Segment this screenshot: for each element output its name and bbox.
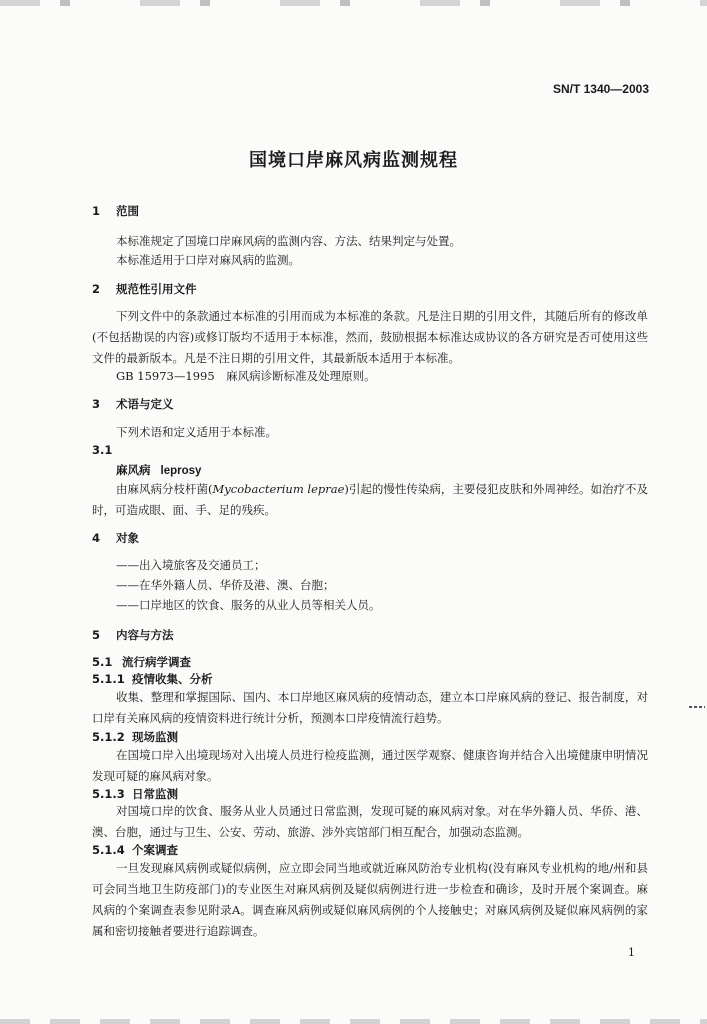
section-2-para-1: 下列文件中的条款通过本标准的引用而成为本标准的条款。凡是注日期的引用文件，其随后所有的修改单(不包括勘误的内容)或修订版均不适用于本标准，然而，鼓励根据本标准达成协议的各方研究是否可使用这些文件的最新版本。凡是不注日期的引用文件，其最新版本适用于本标准。 [92, 309, 648, 365]
section-number: 5.1.2 [92, 730, 125, 744]
section-number: 5.1 [92, 655, 113, 669]
subsection-5-1-3-heading [92, 786, 178, 802]
section-2-heading [92, 281, 197, 297]
subsection-5-1-1-para: 收集、整理和掌握国际、国内、本口岸地区麻风病的疫情动态，建立本口岸麻风病的登记、报告制度，对口岸有关麻风病的疫情资料进行统计分析，预测本口岸疫情流行趋势。 [92, 690, 648, 725]
section-number: 3 [92, 397, 101, 411]
standard-code: SN/T 1340—2003 [552, 82, 649, 96]
subsection-5-1-4-para: 一旦发现麻风病例或疑似病例，应立即会同当地或就近麻风防治专业机构(没有麻风专业机构的地/州和县可会同当地卫生防疫部门)的专业医生对麻风病例及疑似病例进行进一步检查和确诊，及时开展个案调查。麻风病的个案调查表参见附录A。调查麻风病例或疑似麻风病例的个人接触史；对麻风病例及疑似麻风病例的家属和密切接触者要进行追踪调查。 [92, 861, 648, 938]
subsection-5-1-2-para: 在国境口岸入出境现场对入出境人员进行检疫监测，通过医学观察、健康咨询并结合入出境健康申明情况发现可疑的麻风病对象。 [92, 748, 648, 783]
section-title: 术语与定义 [116, 397, 174, 411]
term-chinese: 麻风病 [116, 463, 151, 477]
section-title: 规范性引用文件 [116, 282, 197, 296]
section-title: 范围 [116, 204, 139, 218]
subsection-5-1-3-para: 对国境口岸的饮食、服务从业人员通过日常监测，发现可疑的麻风病对象。对在华外籍人员、华侨、港、澳、台胞，通过与卫生、公安、劳动、旅游、涉外宾馆部门相互配合，加强动态监测。 [92, 804, 648, 839]
section-3-heading [92, 396, 174, 412]
list-item: ——口岸地区的饮食、服务的从业人员等相关人员。 [116, 598, 381, 612]
term-english: leprosy [160, 465, 202, 477]
term-definition [92, 479, 648, 521]
subsection-3-1-number: 3.1 [92, 443, 113, 457]
section-title: 内容与方法 [116, 628, 174, 642]
section-number: 5.1.4 [92, 843, 125, 857]
section-title: 流行病学调查 [122, 655, 191, 669]
list-item: ——在华外籍人员、华侨及港、澳、台胞； [116, 578, 335, 592]
scan-edge-bottom [0, 1019, 707, 1024]
subsection-5-1-1-heading [92, 671, 213, 687]
section-title: 日常监测 [132, 787, 178, 801]
definition-prefix: 由麻风病分枝杆菌( [116, 482, 213, 496]
scan-margin-mark [689, 706, 705, 708]
section-title: 个案调查 [132, 843, 178, 857]
page-number: 1 [628, 946, 635, 959]
section-number: 5.1.1 [92, 672, 125, 686]
document-title: 国境口岸麻风病监测规程 [249, 150, 458, 171]
section-4-heading [92, 530, 139, 546]
section-1-para-1: 本标准规定了国境口岸麻风病的监测内容、方法、结果判定与处置。 [116, 234, 461, 248]
subsection-5-1-heading [92, 654, 191, 670]
definition-latin-name: Mycobacterium leprae [212, 482, 345, 496]
section-title: 现场监测 [132, 730, 178, 744]
section-1-para-2: 本标准适用于口岸对麻风病的监测。 [116, 253, 300, 267]
definition-suffix: )引起的慢性传染病，主要侵犯皮肤和外周神经。如治疗不及时，可造成眼、面、手、足的残疾。 [92, 482, 648, 517]
section-number: 4 [92, 531, 101, 545]
section-title: 疫情收集、分析 [132, 672, 213, 686]
term-entry [116, 462, 201, 478]
section-1-heading [92, 203, 139, 219]
scan-edge-top [0, 0, 707, 6]
section-2-reference: GB 15973—1995 麻风病诊断标准及处理原则。 [116, 369, 376, 383]
section-number: 5.1.3 [92, 787, 125, 801]
section-5-heading [92, 627, 174, 643]
subsection-5-1-4-heading [92, 842, 178, 858]
list-item: ——出入境旅客及交通员工； [116, 558, 266, 572]
section-title: 对象 [116, 531, 139, 545]
section-3-para-1: 下列术语和定义适用于本标准。 [116, 425, 277, 439]
section-number: 2 [92, 282, 101, 296]
subsection-5-1-2-heading [92, 729, 178, 745]
section-number: 1 [92, 204, 101, 218]
section-number: 5 [92, 628, 101, 642]
